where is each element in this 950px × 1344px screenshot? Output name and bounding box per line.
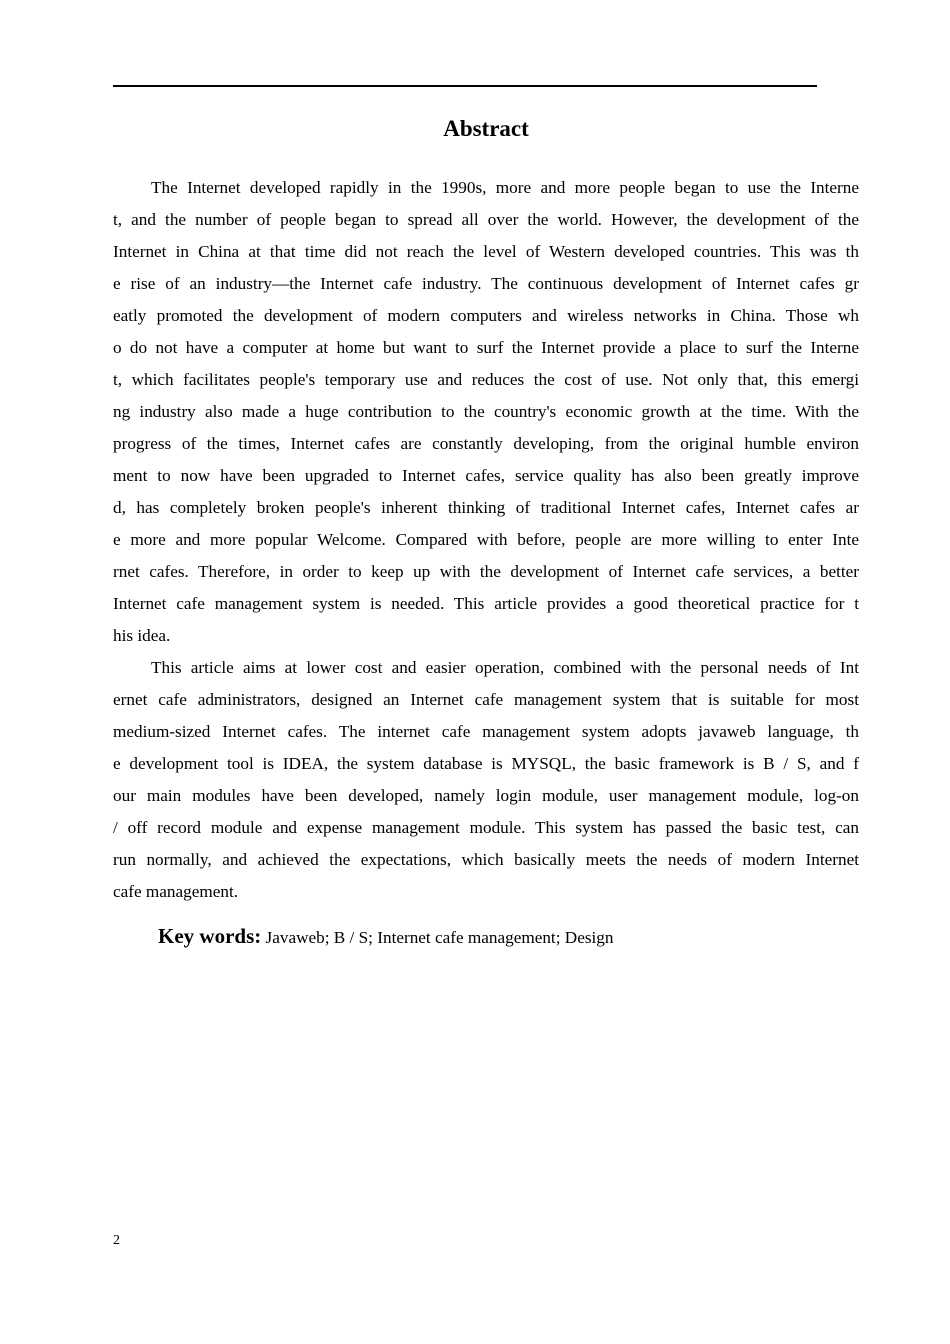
paragraph-line: t, which facilitates people's temporary use and reduces the cost of use. Not only that, this emergi: [113, 370, 859, 389]
paragraph-line: d, has completely broken people's inherent thinking of traditional Internet cafes, Internet cafes ar: [113, 498, 859, 517]
paragraph-line: t, and the number of people began to spread all over the world. However, the development of the: [113, 210, 859, 229]
paragraph-line: ernet cafe administrators, designed an Internet cafe management system that is suitable for most: [113, 690, 859, 709]
paragraph-line: his idea.: [113, 626, 171, 645]
paragraph-line: e development tool is IDEA, the system database is MYSQL, the basic framework is B / S, and f: [113, 754, 859, 773]
paragraph-line: eatly promoted the development of modern computers and wireless networks in China. Those wh: [113, 306, 859, 325]
paragraph-line: medium-sized Internet cafes. The internet cafe management system adopts javaweb language, th: [113, 722, 859, 741]
keywords-text: Javaweb; B / S; Internet cafe management; Design: [261, 928, 614, 947]
paragraph-line: our main modules have been developed, namely login module, user management module, log-on: [113, 786, 859, 805]
paragraph-line: The Internet developed rapidly in the 1990s, more and more people began to use the Interne: [151, 178, 859, 197]
paragraph-line: This article aims at lower cost and easier operation, combined with the personal needs of Int: [151, 658, 859, 677]
paragraph-line: Internet in China at that time did not reach the level of Western developed countries. This was th: [113, 242, 859, 261]
paragraph-line: e more and more popular Welcome. Compared with before, people are more willing to enter Inte: [113, 530, 859, 549]
page-number: 2: [113, 1233, 120, 1248]
keywords-label: Key words:: [158, 924, 262, 948]
page-title: Abstract: [443, 116, 529, 141]
paragraph-line: progress of the times, Internet cafes are constantly developing, from the original humble environ: [113, 434, 859, 453]
paragraph-line: o do not have a computer at home but want to surf the Internet provide a place to surf the Interne: [113, 338, 859, 357]
paragraph-line: ng industry also made a huge contribution to the country's economic growth at the time. With the: [113, 402, 859, 421]
paragraph-line: / off record module and expense management module. This system has passed the basic test, can: [113, 818, 859, 837]
paragraph-line: run normally, and achieved the expectations, which basically meets the needs of modern Internet: [113, 850, 859, 869]
header-rule: [113, 85, 817, 87]
paragraph-line: Internet cafe management system is needed. This article provides a good theoretical practice for t: [113, 594, 859, 613]
paragraph-line: e rise of an industry—the Internet cafe industry. The continuous development of Internet cafes gr: [113, 274, 859, 293]
paragraph-line: ment to now have been upgraded to Internet cafes, service quality has also been greatly improve: [113, 466, 859, 485]
paragraph-line: rnet cafes. Therefore, in order to keep up with the development of Internet cafe services, a better: [113, 562, 859, 581]
paragraph-line: cafe management.: [113, 882, 239, 901]
keywords: [158, 920, 613, 954]
